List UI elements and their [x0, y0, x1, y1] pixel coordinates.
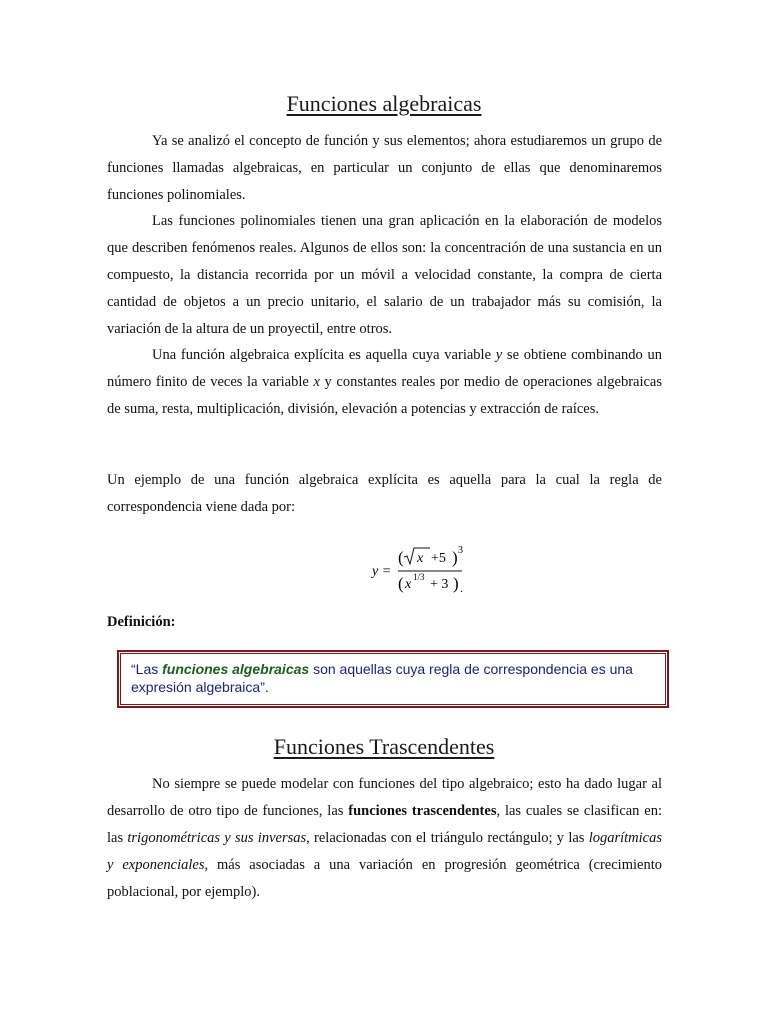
paragraph-intro: Ya se analizó el concepto de función y sus elementos; ahora estudiaremos un grupo de funciones llamadas algebraicas, en particular un conjunto de ellas que denominaremos funciones polinomiales. — [107, 133, 662, 203]
svg-text:+ 3: + 3 — [430, 577, 449, 592]
definition-box — [117, 650, 669, 708]
svg-text:x: x — [417, 551, 424, 566]
equation-graphic — [372, 544, 492, 596]
italic-trigonometricas: trigonométricas y sus inversas — [127, 830, 307, 846]
section-title-trascendentes: Funciones Trascendentes — [273, 734, 495, 759]
italic-logaritmicas: logarítmicas y exponenciales — [107, 830, 663, 873]
variable-x: x — [313, 374, 320, 390]
svg-text:(: ( — [398, 548, 404, 567]
definition-label: Definición: — [107, 614, 176, 630]
paragraph-trascendentes: No siempre se puede modelar con funciones del tipo algebraico; esto ha dado lugar al desarrollo de otro tipo de funciones, las funciones trascendentes, las cuales se clasifican en: las trigonométricas y sus inversas, relacionadas con el triángulo rectángulo; y las logarítmicas y exponenciales, más asociadas a una variación en progresión geométrica (crecimiento poblacional, por ejemplo). — [107, 776, 663, 900]
paragraph-ejemplo: Un ejemplo de una función algebraica explícita es aquella para la cual la regla de correspondencia viene dada por: — [107, 472, 662, 515]
svg-text:1/3: 1/3 — [413, 572, 425, 582]
equation — [372, 544, 492, 596]
paragraph-definicion-explicita: Una función algebraica explícita es aquella cuya variable y se obtiene combinando un número finito de veces la variable x y constantes reales por medio de operaciones algebraicas de suma, resta, multiplicación, división, elevación a potencias y extracción de raíces. — [107, 347, 663, 417]
svg-text:3: 3 — [458, 545, 463, 556]
definition-text: “Las funciones algebraicas son aquellas cuya regla de correspondencia es una expresión algebraica”. — [120, 653, 666, 705]
paragraph-polinomiales: Las funciones polinomiales tienen una gran aplicación en la elaboración de modelos que describen fenómenos reales. Algunos de ellos son: la concentración de una sustancia en un compuesto, la distancia recorrida por un móvil a velocidad constante, la compra de cierta cantidad de objetos a un precio unitario, el salario de un trabajador más su comisión, la variación de la altura de un proyectil, entre otros. — [107, 213, 662, 337]
svg-text:+5: +5 — [431, 551, 446, 566]
eq-lhs: y = — [372, 564, 392, 579]
variable-y: y — [495, 347, 503, 363]
svg-text:): ) — [452, 548, 458, 567]
definition-highlight: funciones algebraicas — [162, 661, 310, 677]
section-title-algebraicas: Funciones algebraicas — [286, 91, 482, 116]
svg-text:): ) — [453, 574, 459, 593]
svg-text:x: x — [405, 577, 412, 592]
svg-text:.: . — [460, 581, 463, 595]
svg-text:(: ( — [398, 574, 404, 593]
bold-funciones-trascendentes: funciones trascendentes — [348, 803, 497, 819]
